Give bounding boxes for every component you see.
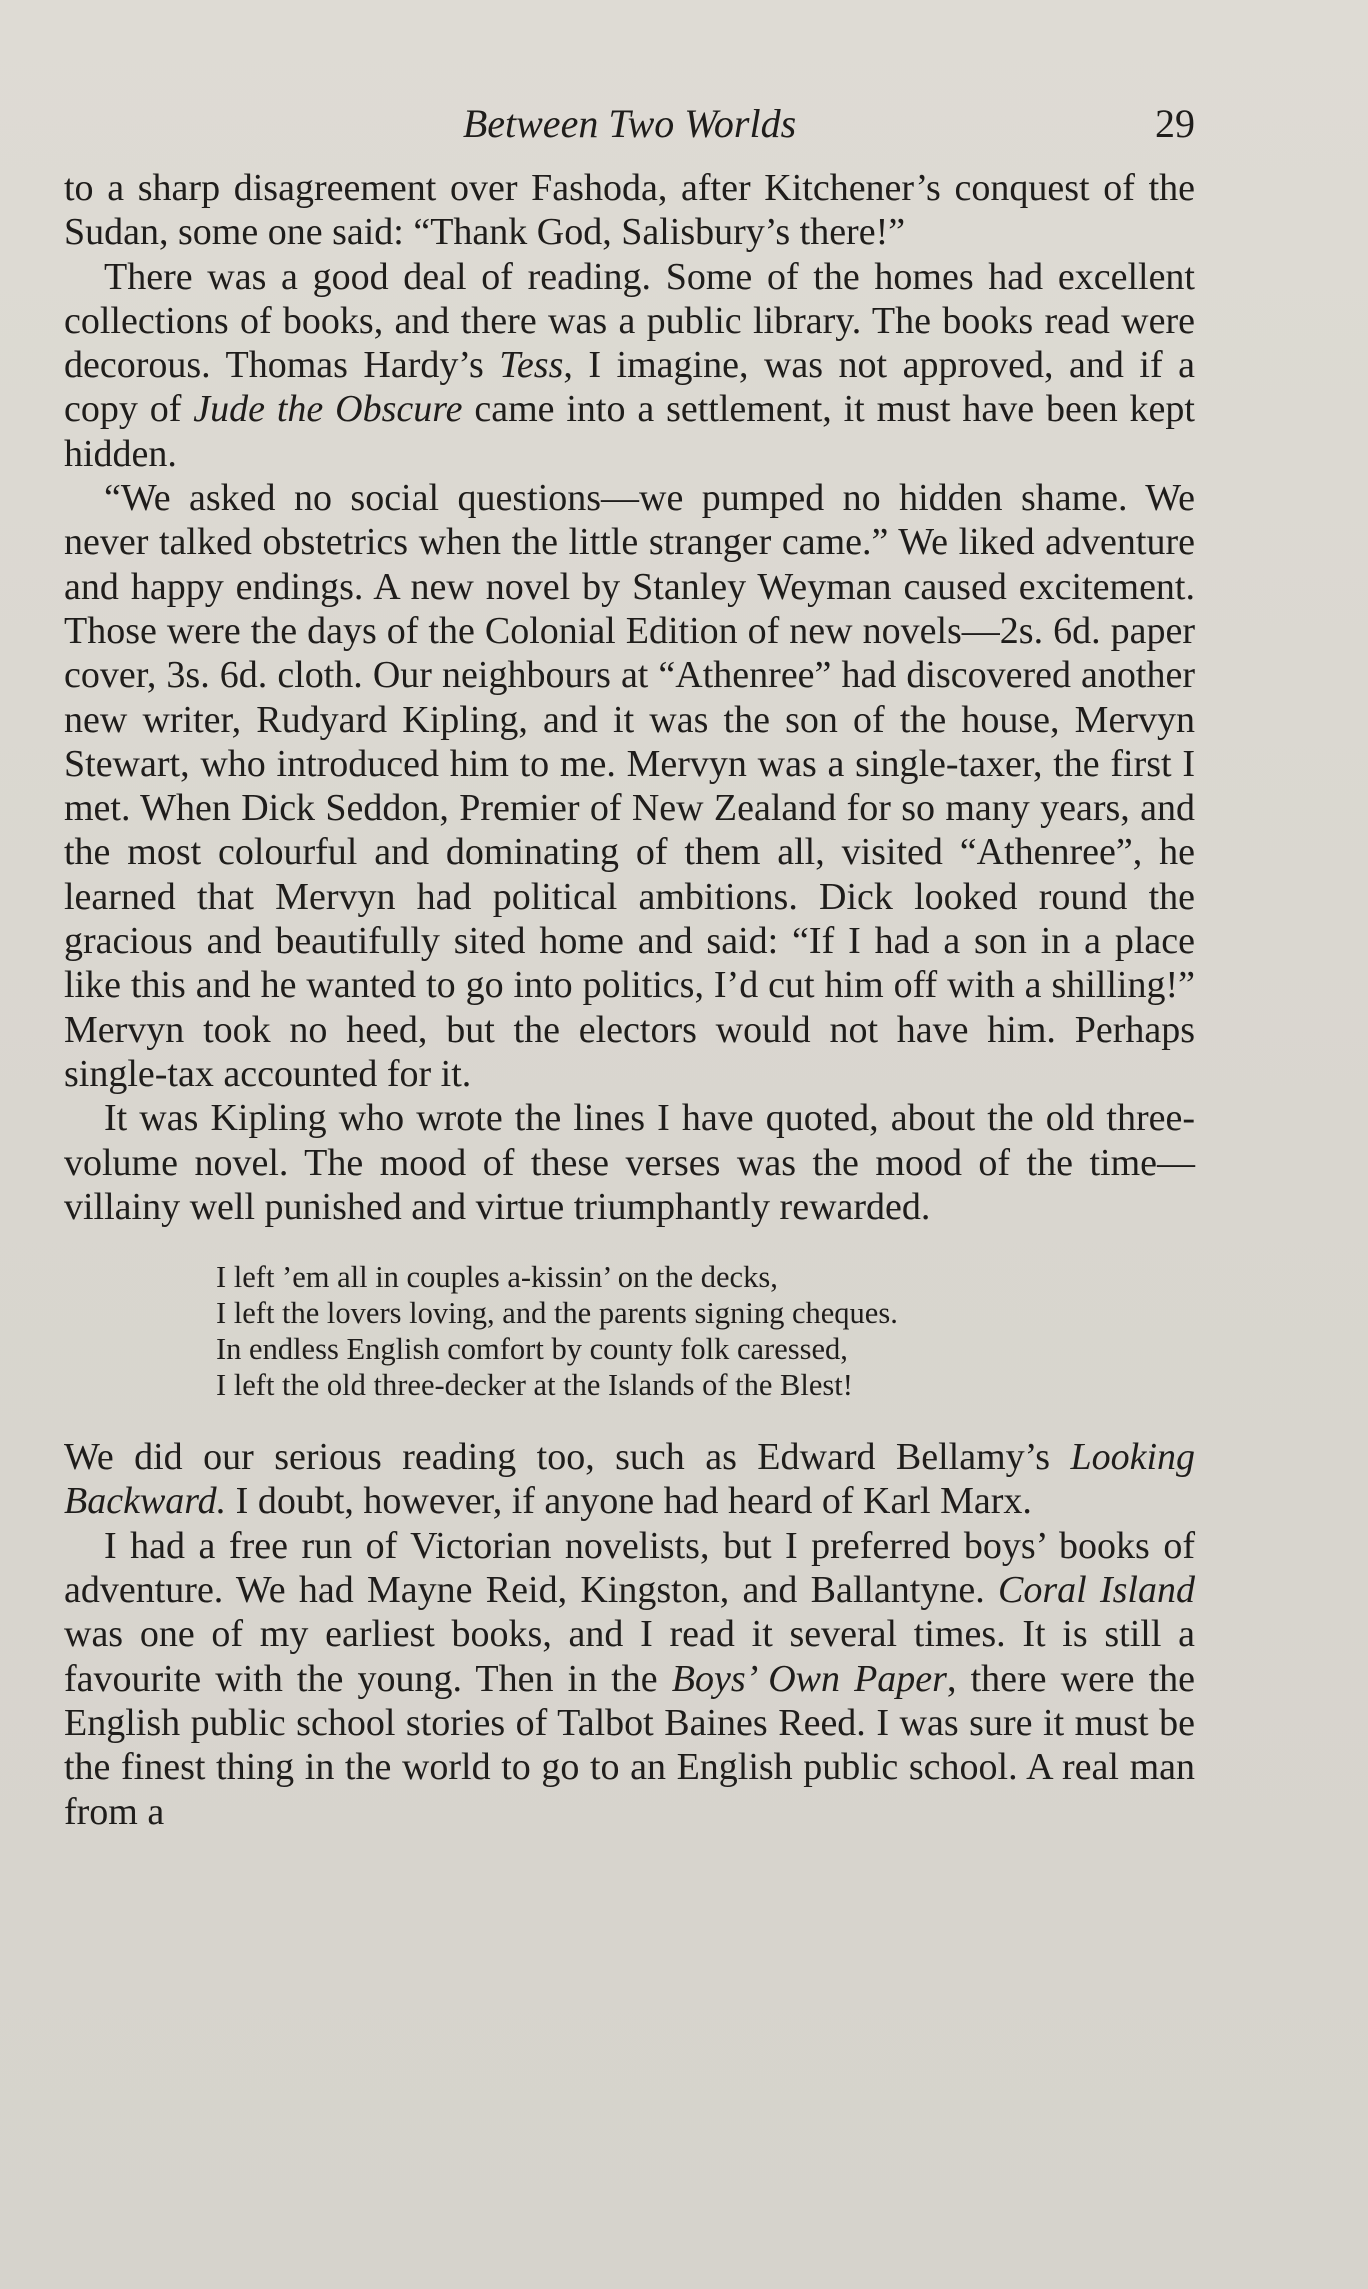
text-run: We did our serious reading too, such as Edward Bellamy’s <box>64 1436 1071 1479</box>
paragraphs-after-verse <box>64 1435 1195 1834</box>
verse-line: I left the old three-decker at the Islands of the Blest! <box>216 1368 853 1403</box>
paragraph <box>64 476 1195 1096</box>
running-head <box>64 96 1195 152</box>
running-title: Between Two Worlds <box>462 101 797 146</box>
text-run: , there were the English public school stories of Talbot Baines Reed. I was sure it must be the finest thing in the world to go to an English public school. A real man from a <box>64 1657 1195 1833</box>
paragraph <box>64 1524 1195 1834</box>
text-run: I doubt, however, if anyone had heard of Karl Marx. <box>226 1480 1032 1523</box>
italic-title: Jude the Obscure <box>193 388 463 431</box>
verse-quotation <box>216 1259 1195 1403</box>
verse-line: I left the lovers loving, and the parents signing cheques. <box>216 1296 898 1331</box>
italic-title: Tess <box>499 344 564 387</box>
paragraph <box>64 1435 1195 1524</box>
verse-line: I left ’em all in couples a-kissin’ on the decks, <box>216 1260 778 1295</box>
text-run: There was a good deal of reading. Some of the homes had excellent collections of books, and there was a public library. The books read were decorous. Thomas Hardy’s <box>64 255 1195 387</box>
text-run: to a sharp disagreement over Fashoda, after Kitchener’s conquest of the Sudan, some one said: “Thank God, Salisbury’s there!” <box>64 167 1195 254</box>
text-run: came into a settlement, it must have been kept hidden. <box>64 388 1195 475</box>
italic-title: Coral Island <box>998 1569 1195 1612</box>
text-run: was one of my earliest books, and I read it several times. It is still a favourite with the young. Then in the <box>64 1613 1195 1700</box>
italic-title: Boys’ Own Paper <box>671 1657 947 1700</box>
paragraphs-before-verse <box>64 166 1195 1229</box>
paragraph <box>64 166 1195 255</box>
paragraph <box>64 1096 1195 1229</box>
page-number: 29 <box>1155 101 1195 146</box>
text-run: I had a free run of Victorian novelists, but I preferred boys’ books of adventure. We had Mayne Reid, Kingston, and Ballantyne. <box>64 1524 1195 1612</box>
text-run: It was Kipling who wrote the lines I have quoted, about the old three-volume novel. The mood of these verses was the mood of the time—villainy well punished and virtue triumphantly rewarded. <box>64 1097 1195 1228</box>
body-text <box>64 166 1195 1834</box>
verse-line: In endless English comfort by county folk caressed, <box>216 1332 848 1367</box>
text-run: , I imagine, was not approved, and if a copy of <box>64 344 1195 431</box>
italic-title: Looking Backward. <box>64 1436 1195 1523</box>
text-run: “We asked no social questions—we pumped no hidden shame. We never talked obstetrics when the little stranger came.” We liked adventure and happy endings. A new novel by Stanley Weyman caused excitement. Those were the days of the Colonial Edition of new novels—2s. 6d. paper cover, 3s. 6d. cloth. Our neighbours at “Athenree” had discovered another new writer, Rudyard Kipling, and it was the son of the house, Mervyn Stewart, who introduced him to me. Mervyn was a single-taxer, the first I met. When Dick Seddon, Premier of New Zealand for so many years, and the most colourful and dominating of them all, visited “Athenree”, he learned that Mervyn had political ambitions. Dick looked round the gracious and beautifully sited home and said: “If I had a son in a place like this and he wanted to go into politics, I’d cut him off with a shilling!” Mervyn took no heed, but the electors would not have him. Perhaps single-tax accounted for it. <box>64 477 1195 1095</box>
paragraph <box>64 255 1195 476</box>
